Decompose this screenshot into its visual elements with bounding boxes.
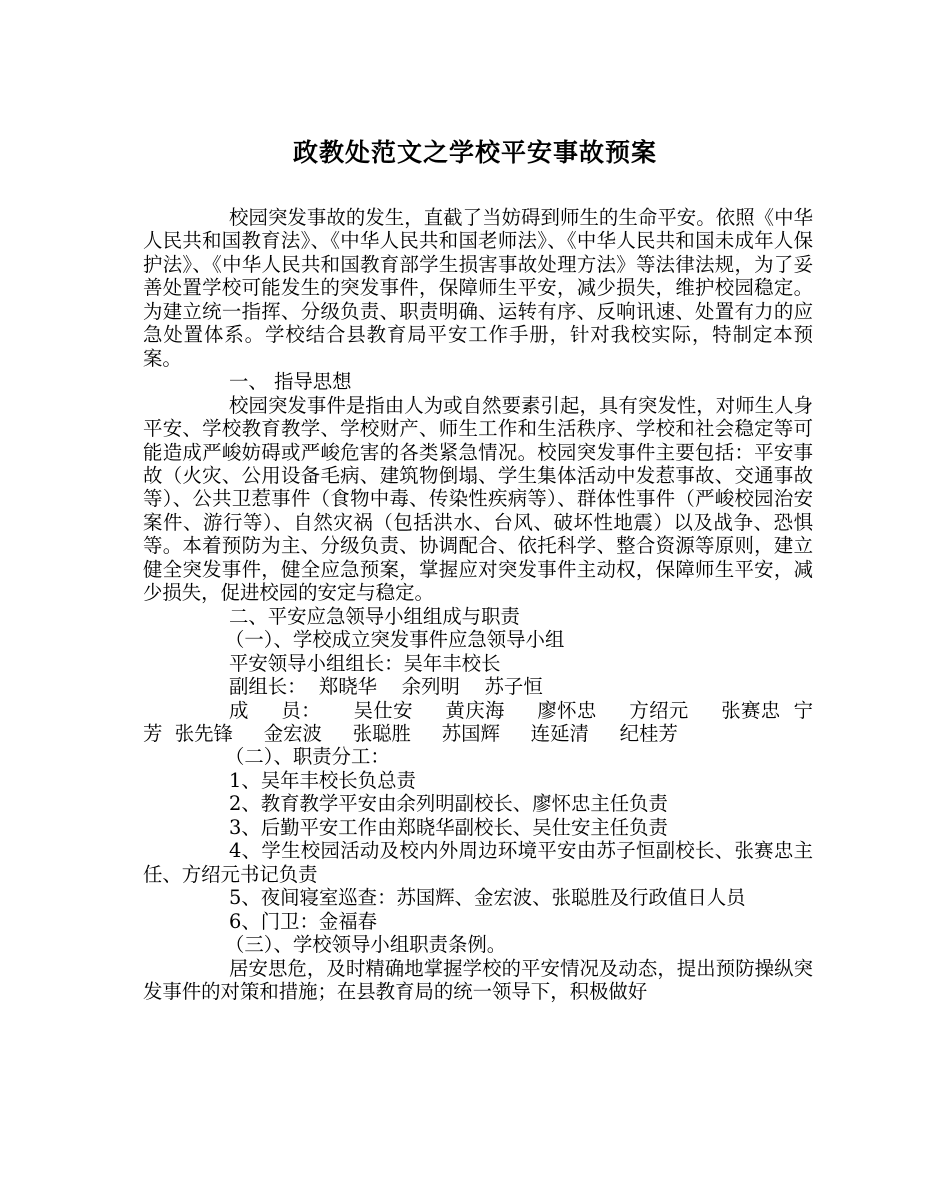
document-body [143, 206, 826, 1003]
deputy-leader-line: 副组长： 郑晓华 余列明 苏子恒 [229, 675, 543, 699]
group-leader-line: 平安领导小组组长：吴年丰校长 [229, 651, 501, 675]
duty-item-3: 3、后勤平安工作由郑晓华副校长、吴仕安主任负责 [229, 815, 668, 839]
subsection-heading-1: （一）、学校成立突发事件应急领导小组 [225, 628, 565, 652]
duty-item-1: 1、吴年丰校长负总责 [229, 768, 416, 792]
duty-item-5: 5、夜间寝室巡查：苏国辉、金宏波、张聪胜及行政值日人员 [229, 886, 746, 910]
section-heading-leadership-group: 二、平安应急领导小组组成与职责 [229, 604, 520, 628]
duty-item-6: 6、门卫：金福春 [229, 909, 378, 933]
duty-item-2: 2、教育教学平安由余列明副校长、廖怀忠主任负责 [229, 792, 668, 816]
paragraph-guiding-thought: 校园突发事件是指由人为或自然要素引起，具有突发性，对师生人身平安、学校教育教学、学校财产、师生工作和生活秩序、学校和社会稳定等可能造成严峻妨碍或严峻危害的各类紧急情况。校园突发事件主要包括：平安事故（火灾、公用设备毛病、建筑物倒塌、学生集体活动中发惹事故、交通事故等）、公共卫惹事件（食物中毒、传染性疾病等）、群体性事件（严峻校园治安案件、游行等）、自然灾祸（包括洪水、台风、破坏性地震）以及战争、恐惧等。本着预防为主、分级负责、协调配合、依托科学、整合资源等原则，建立健全突发事件，健全应急预案，掌握应对突发事件主动权，保障师生平安，减少损失，促进校园的安定与稳定。 [143, 393, 813, 605]
document-title: 政教处范文之学校平安事故预案 [292, 138, 657, 167]
duty-item-4: 4、学生校园活动及校内外周边环境平安由苏子恒副校长、张赛忠主任、方绍元书记负责 [143, 839, 813, 886]
subsection-heading-3: （三）、学校领导小组职责条例。 [225, 933, 507, 957]
section-heading-guiding-thought: 一、 指导思想 [229, 370, 352, 394]
subsection-heading-2: （二）、职责分工： [225, 745, 390, 769]
paragraph-intro: 校园突发事故的发生，直截了当妨碍到师生的生命平安。依照《中华人民共和国教育法》、《中华人民共和国老师法》、《中华人民共和国未成年人保护法》、《中华人民共和国教育部学生损害事故处理方法》等法律法规，为了妥善处置学校可能发生的突发事件，保障师生平安，减少损失，维护校园稳定。为建立统一指挥、分级负责、职责明确、运转有序、反响讯速、处置有力的应急处置体系。学校结合县教育局平安工作手册，针对我校实际，特制定本预案。 [143, 206, 813, 370]
paragraph-duties: 居安思危，及时精确地掌握学校的平安情况及动态，提出预防操纵突发事件的对策和措施；在县教育局的统一领导下，积极做好 [143, 956, 813, 1003]
members-line: 成 员： 吴仕安 黄庆海 廖怀忠 方绍元 张赛忠 宁 芳 张先锋 金宏波 张聪胜 苏国辉 连延清 纪桂芳 [143, 698, 826, 745]
